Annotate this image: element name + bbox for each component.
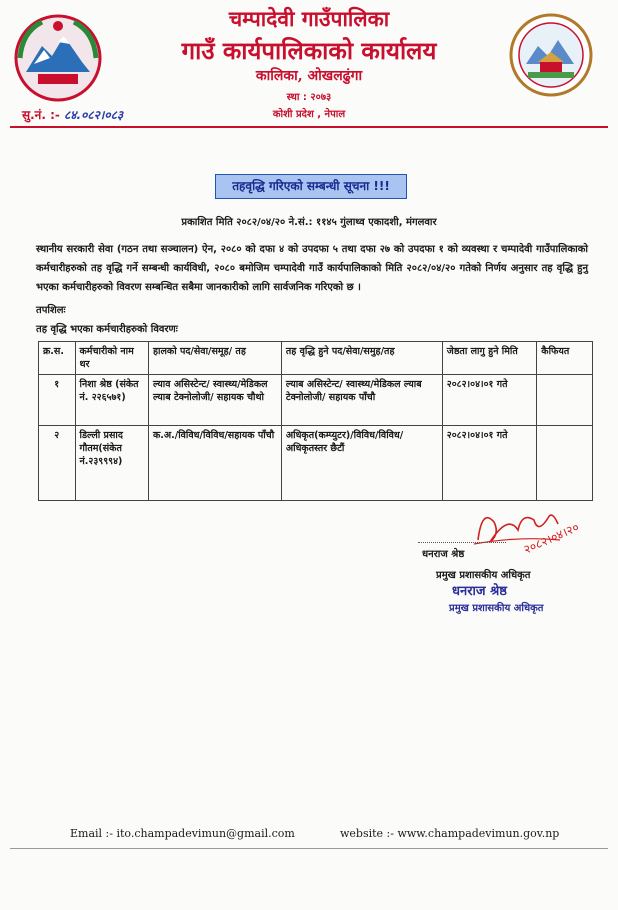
notice-body: स्थानीय सरकारी सेवा (गठन तथा सञ्चालन) ऐन, २०८० को दफा ४ को उपदफा ५ तथा दफा २७ को उपदफा १ को व्यवस्था र चम्पादेवी गाउँपालिकाको कर्मचारीहरुको तह वृद्धि गर्ने सम्बन्धी कार्यविधी, २०८० बमोजिम चम्पादेवी गाउँ कार्यपालिकाको मिति २०८२/०४/२० गतेको निर्णय अनुसार तह वृद्धि हुनु भएका कर्मचारीहरुको विवरण सम्बन्धित सबैमा जानकारीको लागि सार्वजनिक गरिएको छ । [36,244,588,293]
handwritten-signature [460,500,610,570]
cell-new-post: ल्याब असिस्टेन्ट/ स्वास्थ्य/मेडिकल ल्याब टेक्नोलोजी/ सहायक पाँचौ [281,375,442,426]
notice-title: तहवृद्धि गरिएको सम्बन्धी सूचना !!! [215,174,407,199]
header-divider [10,126,608,128]
stamp-designation: प्रमुख प्रशासकीय अधिकृत [449,603,544,614]
province-name: कोशी प्रदेश , नेपाल [272,109,346,120]
signature-date: २०८२।०४।२० [521,519,582,557]
reference-number [22,106,123,123]
publication-date: प्रकाशित मिति २०८२/०४/२० ने.सं.: ११४५ गुंलाथ्व एकादशी, मंगलवार [181,217,437,228]
reference-value: ८४.०८२।०८३ [64,108,124,122]
cell-seniority-date: २०८२।०४।०१ गते [442,426,537,501]
letterhead [0,0,618,130]
municipality-seal-logo [508,12,594,98]
table-header-row [39,342,593,375]
established-year: स्था : २०७३ [286,92,332,103]
municipality-name: चम्पादेवी गाउँपालिका [228,6,390,31]
signatory-designation: प्रमुख प्रशासकीय अधिकृत [436,570,531,581]
cell-current-post: क.अ./विविध/विविध/सहायक पाँचौ [148,426,281,501]
office-location: कालिका, ओखलढुंगा [255,68,363,84]
details-heading: तपशिलः [36,305,66,316]
cell-sn: १ [39,375,76,426]
cell-sn: २ [39,426,76,501]
col-header-seniority-date: जेष्ठता लागु हुने मिति [442,342,537,375]
col-header-remarks: कैफियत [537,342,593,375]
table-caption: तह वृद्धि भएका कर्मचारीहरुको विवरणः [36,324,178,335]
col-header-sn: क्र.स. [39,342,76,375]
footer-divider [10,848,608,849]
col-header-current-post: हालको पद/सेवा/समूह/ तह [148,342,281,375]
footer-email: Email :- ito.champadevimun@gmail.com [70,827,295,840]
col-header-new-post: तह वृद्धि हुने पद/सेवा/समुह/तह [281,342,442,375]
reference-label: सु.नं. :- [22,108,60,122]
stamp-name: धनराज श्रेष्ठ [452,584,507,599]
table-row [39,375,593,426]
cell-new-post: अधिकृत(कम्प्युटर)/विविध/विविध/ अधिकृतस्तर छैटौं [281,426,442,501]
cell-remarks [537,426,593,501]
signatory-name: धनराज श्रेष्ठ [422,549,465,560]
signature-line [418,542,506,543]
cell-seniority-date: २०८२।०४।०१ गते [442,375,537,426]
footer-website: website :- www.champadevimun.gov.np [340,827,560,840]
cell-name: डिल्ली प्रसाद गौतम(संकेत नं.२३९९९४) [75,426,148,501]
cell-name: निशा श्रेष्ठ (संकेत नं. २२६५७१) [75,375,148,426]
cell-current-post: ल्याव असिस्टेन्ट/ स्वास्थ्य/मेडिकल ल्याब टेक्नोलोजी/ सहायक चौथो [148,375,281,426]
table-row [39,426,593,501]
cell-remarks [537,375,593,426]
office-name: गाउँ कार्यपालिकाको कार्यालय [181,36,437,65]
col-header-name: कर्मचारीको नाम थर [75,342,148,375]
promotion-table [38,341,593,501]
